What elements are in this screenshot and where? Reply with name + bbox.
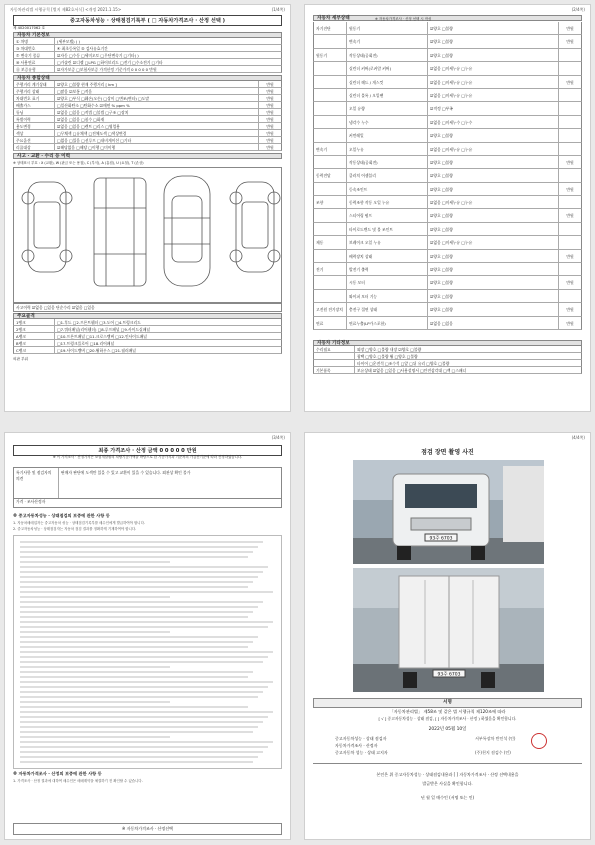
signature-statement-2: [ √ ] 중고자동차성능 · 상태 점검, [ ] 자동차가격조사 · 산정 ) 하였음을 확인합니다. bbox=[378, 716, 517, 721]
table-row: 자기진단 원동기 ☑양호 □불량 만원 bbox=[313, 22, 582, 35]
table-row: 차대번호 표기 ☑양호 □부식 □훼손(오손) □상이 □변조(변타) □도말 만원 bbox=[13, 95, 282, 102]
table-row: 색상 □무채색 □유채색 □전체도색 □색상변경 만원 bbox=[13, 130, 282, 137]
table-row: B랭크 □17.트렁크플로어 □18.리어패널 bbox=[13, 340, 282, 347]
table-row: 주행거리 상태 □많음 ☑보통 □적음 만원 bbox=[13, 88, 282, 95]
red-seal-stamp bbox=[531, 733, 547, 749]
table-row: 변속기 오일누유 ☑없음 □미세누유 □누유 bbox=[313, 143, 582, 156]
table-row: 리콜대상 ☑해당없음 □해당 □이행 □미이행 만원 bbox=[13, 144, 282, 151]
section-evaluation: 주요골격 bbox=[13, 313, 282, 319]
outer-panel-legend: 외판 부위 bbox=[13, 357, 29, 361]
table-row: 2랭크 □7.쿼터패널(리어휀더) □8.루프패널 □9.사이드실패널 bbox=[13, 326, 282, 333]
table-row: 동력전달 클러치 어셈블리 ☑양호 □불량 bbox=[313, 169, 582, 182]
special-notes-label: 특기사항 및 점검자의 의견 bbox=[14, 468, 59, 498]
table-row: 전기 발전기 출력 ☑양호 □불량 bbox=[313, 263, 582, 276]
notice-item: 2. 중고자동차성능 · 상태점검자는 자동차 점검 결과를 정확하게 기재하여야 합니다. bbox=[13, 527, 137, 531]
special-notes-value: 판매자 판단에 도색만 있을 수 있고 교환이 있을 수 있습니다. 외관상 확인 불가 bbox=[61, 470, 191, 475]
price-selection-box: ※ 자동차가격조사 · 산정선택 bbox=[13, 823, 282, 835]
section-basic-info: 자동차 기본정보 bbox=[13, 32, 282, 38]
notifier-label: 중고자동차 성능 · 상태 고지자 bbox=[335, 750, 388, 755]
table-row: C랭크 □19.사이드멤버 □20.휠하우스 □21.필러패널 bbox=[13, 347, 282, 354]
table-row: ⑩ 사용연료 □가솔린 ☑디젤 □LPG □하이브리드 □전기 □수소전기 □기타 bbox=[13, 59, 282, 66]
signature-section-title: 서명 bbox=[313, 698, 582, 708]
truck-rear-image bbox=[353, 568, 544, 692]
table-row: 고전원 전기장치 충전구 절연 상태 ☑양호 □불량 만원 bbox=[313, 303, 582, 316]
detail-status-table bbox=[313, 22, 582, 330]
table-row: 원동기 작동상태(공회전) ☑양호 □불량 bbox=[313, 49, 582, 62]
buyer-confirmation-text-2: 발급받은 사실을 확인합니다. bbox=[422, 781, 473, 786]
document-number: 제 4020017062 호 bbox=[13, 26, 46, 30]
page-4-header bbox=[310, 435, 585, 442]
truck-front-image bbox=[353, 460, 544, 564]
table-row: ⑪ 보증유형 ☑자가보증 □보험사보증 가격산정 기준가격 0 0 0 0 0 만원 bbox=[13, 66, 282, 73]
company-signature-2: (주)천지 점검수 (인) bbox=[475, 750, 511, 755]
table-row: 실린더 커버(로커암 커버) ☑없음 □미세누유 □누유 bbox=[313, 62, 582, 75]
page-number: (2/4쪽) bbox=[571, 7, 585, 12]
car-outline-diagram bbox=[14, 168, 283, 302]
page-3-header bbox=[10, 435, 285, 442]
notice-item: 1. 자동차매매업자는 중고자동차 성능 · 상태점검기록부를 매수인에게 발급하여야 합니다. bbox=[13, 521, 145, 525]
table-row: 광택 □양호 □불량 휠 □양호 □불량 bbox=[313, 353, 582, 360]
buyer-signature-line: 년 월 일 매수인 (서명 또는 인) bbox=[420, 795, 475, 800]
guarantee-item: 1. 가격조사 · 산정 결과에 대하여 매수인은 매매계약을 체결하기 전 확인할 수 있습니다. bbox=[13, 779, 143, 783]
page-2-header bbox=[310, 7, 585, 14]
form-title: 중고자동차성능 · 상태점검기록부 ( □ 자동차가격조사 · 산정 선택 ) bbox=[13, 15, 282, 26]
buyer-confirmation bbox=[313, 763, 582, 832]
table-row: 기본품목 보유상태 ☑없음 □있음 □사용설명서 □안전삼각대 □잭 □스패너 bbox=[313, 367, 582, 374]
table-row: 타이로드엔드 및 볼 조인트 ☑양호 □불량 bbox=[313, 223, 582, 236]
table-row: 튜닝 ☑없음 □있음 □적법 □불법 □구조 □장치 만원 bbox=[13, 109, 282, 116]
table-row: 주행거리 계기상태 ☑양호 □불량 현재 주행거리 [ km ] 만원 bbox=[13, 81, 282, 88]
price-evaluator-label: 자동차가격조사 · 산정자 bbox=[335, 743, 378, 748]
table-row: 연료 연료누출(LP가스포함) ☑없음 □있음 만원 bbox=[313, 317, 582, 330]
section-accident-history: 사고 · 교환 · 수리 등 이력 bbox=[13, 153, 282, 159]
table-row: 실린더 블록 / 오일팬 ☑없음 □미세누유 □누유 bbox=[313, 89, 582, 102]
other-info-table bbox=[313, 346, 582, 374]
table-row: 주요옵션 □없음 □있음 □선루프 □내비게이션 □기타 만원 bbox=[13, 137, 282, 144]
special-notes-box bbox=[13, 467, 282, 499]
table-row: 커먼레일 ☑양호 □불량 bbox=[313, 129, 582, 142]
evaluation-table bbox=[13, 319, 282, 354]
table-row: ① 차명 (세부모델) ( ) bbox=[13, 38, 282, 45]
table-row: ⑦ 변속기 종류 ☑자동 □수동 □세미오토 □무단변속기 □기타( ) bbox=[13, 52, 282, 59]
vehicle-diagram bbox=[13, 167, 282, 303]
table-row: ③ 차대번호 ④ 최초등록일 ⑤ 검사유효기간 bbox=[13, 45, 282, 52]
table-row: 오일 유량 ☑적정 □부족 bbox=[313, 102, 582, 115]
table-row: 조향 동력조향 작동 오일 누유 ☑없음 □미세누유 □누유 bbox=[313, 196, 582, 209]
table-row: 실린더 헤드 / 개스킷 ☑없음 □미세누유 □누유 만원 bbox=[313, 76, 582, 89]
table-row: A랭크 □10.프론트패널 □11.크로스멤버 □12.인사이드패널 bbox=[13, 333, 282, 340]
page-number: (4/4쪽) bbox=[571, 435, 585, 440]
price-note: ※ 이 가격조사 · 산정가격은 보험개발원의 차량기준가액을 바탕으로 한 기준가격과 기준서의 가감산기준에 따라 산정하였습니다. bbox=[52, 455, 243, 459]
inspection-date: 2022년 05월 10일 bbox=[428, 727, 467, 732]
table-row: 특별이력 ☑없음 □있음 □침수 □화재 만원 bbox=[13, 116, 282, 123]
truck-front-photo bbox=[353, 460, 544, 564]
page-2 bbox=[304, 4, 591, 412]
table-row: 제동 브레이크 오일 누유 ☑없음 □미세누유 □누유 bbox=[313, 236, 582, 249]
final-price-title: 최종 가격조사 · 산정 금액 0 0 0 0 0 만원 bbox=[13, 445, 282, 456]
license-plate-text: 93주 6703 bbox=[429, 536, 453, 542]
photo-section-title: 점검 장면 촬영 사진 bbox=[421, 449, 474, 456]
notice-text-lines bbox=[14, 536, 283, 768]
notice-heading: ※ 중고자동차성능 · 상태점검의 보증에 관한 사항 등 bbox=[13, 513, 110, 518]
section-other-info: 자동차 기타정보 bbox=[313, 340, 582, 346]
inspector-label: 중고자동차성능 · 상태 점검자 bbox=[335, 736, 387, 741]
table-row: 용도변경 ☑없음 □있음 □렌트 □리스 □영업용 만원 bbox=[13, 123, 282, 130]
table-row: 배력장치 상태 ☑양호 □불량 만원 bbox=[313, 250, 582, 263]
table-row: 시동 모터 ☑양호 □불량 만원 bbox=[313, 276, 582, 289]
notice-body bbox=[13, 535, 282, 769]
detail-note: ※ 자동차가격조사 · 산정 선택 시 작성 bbox=[375, 17, 432, 21]
table-row: 배출가스 □일산화탄소 □탄화수소 ☑매연 % ppm % 만원 bbox=[13, 102, 282, 109]
table-row: 등속조인트 ☑양호 □불량 만원 bbox=[313, 183, 582, 196]
table-row: 타이어 □운전석 □조수석 □앞 □뒤 유리 □양호 □불량 bbox=[313, 360, 582, 367]
accident-summary: 사고이력 ☑없음 □있음 단순수리 ☑없음 □있음 bbox=[13, 303, 282, 312]
table-row: 와이퍼 모터 기능 ☑양호 □불량 bbox=[313, 290, 582, 303]
table-row: 수리필요 외장 □양호 □불량 내장 ☑양호 □불량 bbox=[313, 346, 582, 353]
page-number: (1/4쪽) bbox=[271, 7, 285, 12]
guarantee-heading: ※ 자동차가격조사 · 산정의 보증에 관한 사항 등 bbox=[13, 771, 102, 776]
company-signature: 서부특장차 반인석 (인) bbox=[475, 736, 516, 741]
buyer-confirmation-text: 본인은 위 중고자동차성능 · 상태점검내용과 [ ] 자동차가격조사 · 산정 선택내용을 bbox=[376, 772, 519, 777]
section-detail-status: 자동차 세부상태 bbox=[313, 15, 582, 21]
page-4 bbox=[304, 432, 591, 840]
section-overall-status: 자동차 종합상태 bbox=[13, 75, 282, 81]
table-row: 1랭크 □1.후드 □2.프론트휀더 □3.도어 □4.트렁크리드 bbox=[13, 319, 282, 326]
form-reference: 자동차관리법 시행규칙 [별지 제82호서식] <개정 2021.1.15> bbox=[10, 7, 122, 12]
table-row: 변속기 ☑양호 □불량 만원 bbox=[313, 35, 582, 48]
basic-info-table bbox=[13, 38, 282, 73]
page-1 bbox=[4, 4, 291, 412]
table-row: 스티어링 펌프 ☑양호 □불량 만원 bbox=[313, 209, 582, 222]
accident-note: ※ 상태표시 부호 : X (교환), W (판금 또는 용접), C (부식), A (흠집), U (요철), T (손상) bbox=[13, 161, 144, 165]
truck-rear-photo bbox=[353, 568, 544, 692]
license-plate-text: 93주 6703 bbox=[437, 672, 461, 678]
table-row: 냉각수 누수 ☑없음 □미세누수 □누수 bbox=[313, 116, 582, 129]
signature-statement: 「자동차관리법」 제58조 및 같은 법 시행규칙 제120조에 따라 bbox=[389, 709, 506, 714]
page-number: (3/4쪽) bbox=[271, 435, 285, 440]
page-3 bbox=[4, 432, 291, 840]
table-row: 작동상태(공회전) ☑양호 □불량 만원 bbox=[313, 156, 582, 169]
page-1-header bbox=[10, 7, 285, 14]
overall-status-table bbox=[13, 81, 282, 151]
price-evaluator: 가격 · 조사산정자 bbox=[13, 497, 282, 508]
